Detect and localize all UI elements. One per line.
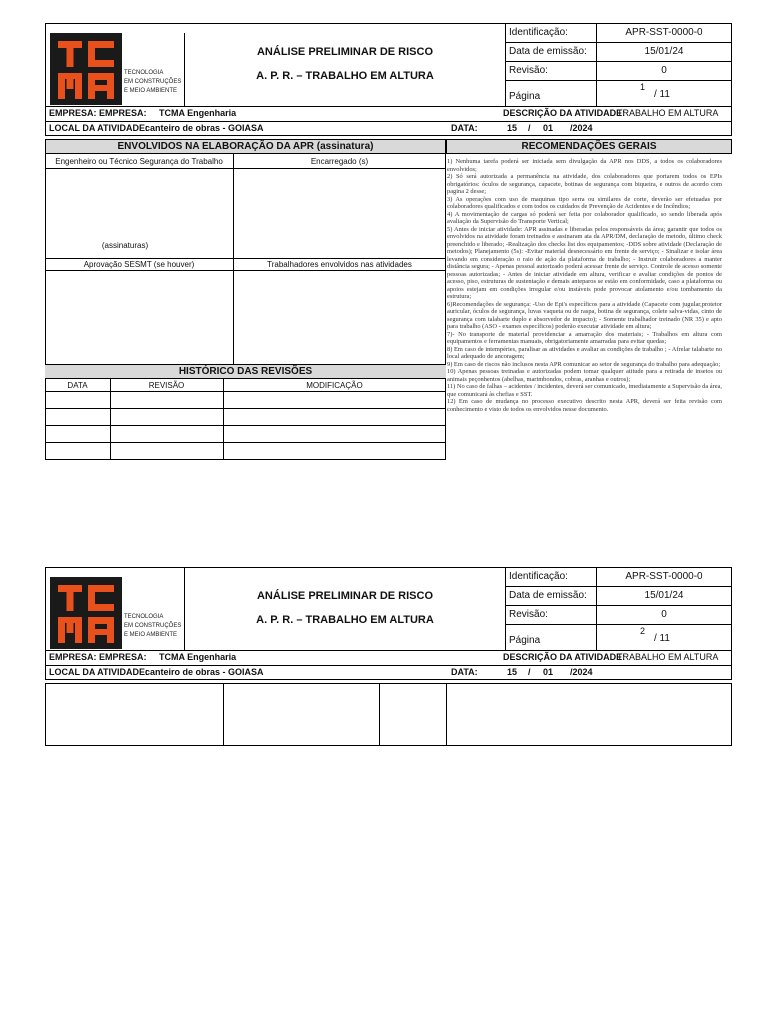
label-pagina: Página: [509, 91, 541, 102]
value-identificacao-2: APR-SST-0000-0: [625, 571, 703, 582]
value-data-emissao: 15/01/24: [644, 46, 684, 57]
value-local-2: canteiro de obras - GOIASA: [145, 667, 264, 677]
logo-tagline-3: E MEIO AMBIENTE: [124, 632, 178, 638]
label-descricao-2: DESCRIÇÃO DA ATIVIDADE:: [503, 652, 626, 662]
label-data: DATA:: [451, 123, 478, 133]
value-pagina-total-2: / 11: [654, 633, 670, 644]
company-logo-2: [48, 577, 184, 649]
value-revisao: 0: [661, 65, 667, 76]
hist-col-data: DATA: [67, 380, 88, 390]
value-data-emissao-2: 15/01/24: [644, 590, 684, 601]
assinaturas-label: (assinaturas): [101, 241, 149, 250]
label-identificacao: Identificação:: [509, 27, 568, 38]
label-empresa-2: EMPRESA: EMPRESA:: [49, 652, 147, 662]
recomendacao-item: 9) Em caso de riscos não inclusos nesta APR comunicar ao setor de segurança do trabalho para adequação;: [447, 360, 721, 368]
recomendacoes-list: [447, 158, 722, 413]
value-local: canteiro de obras - GOIASA: [145, 123, 264, 133]
recomendacao-item: 12) Em caso de mudança no processo executivo descrito nesta APR, deverá ser feita revisão com conhecimento e visto de todos os envolvidos nesse documento.: [447, 398, 722, 413]
historico-header: HISTÓRICO DAS REVISÕES: [45, 364, 446, 378]
value-pagina-num: 1: [640, 82, 646, 92]
envolvidos-header: ENVOLVIDOS NA ELABORAÇÃO DA APR (assinatura): [45, 139, 446, 154]
document-title-2: ANÁLISE PRELIMINAR DE RISCO: [256, 590, 433, 602]
logo-tagline-1: TECNOLOGIA: [124, 70, 164, 76]
col-aprovacao-sesmt: Aprovação SESMT (se houver): [83, 259, 195, 269]
logo-tagline-2: EM CONSTRUÇÕES: [124, 623, 182, 629]
value-descricao-2: TRABALHO EM ALTURA: [617, 652, 719, 662]
recomendacao-item: 6)Recomendações de segurança: -Uso de Epi's específicos para a atividade (Capacete com jugular,protetor auricular, óculos de segurança, luvas vaqueta ou de raspa, botina de segurança, colete salva-vidas, cinto de segurança com talabarte duplo e absorvedor de impacto); - Somente trabalhador treinado (NR 35) e apto para trabalho (ASO - exames específicos) poderão executar atividade em altura;: [447, 300, 722, 330]
value-empresa: TCMA Engenharia: [159, 108, 237, 118]
document-subtitle: A. P. R. – TRABALHO EM ALTURA: [256, 70, 434, 82]
value-data-ano: /2024: [570, 123, 593, 133]
value-revisao-2: 0: [661, 609, 667, 620]
col-encarregado: Encarregado (s): [310, 157, 369, 166]
value-data-dia: 15: [507, 123, 518, 133]
recomendacoes-header: RECOMENDAÇÕES GERAIS: [446, 139, 732, 154]
logo-mark: [50, 33, 122, 105]
value-identificacao: APR-SST-0000-0: [625, 27, 703, 38]
label-data-emissao: Data de emissão:: [509, 46, 587, 57]
value-data-sep-2: /: [528, 667, 531, 677]
hist-col-modificacao: MODIFICAÇÃO: [306, 380, 363, 390]
value-pagina-total: / 11: [654, 89, 670, 100]
value-data-mes: 01: [543, 123, 554, 133]
logo-mark-2: [50, 577, 122, 649]
document-title: ANÁLISE PRELIMINAR DE RISCO: [256, 46, 433, 58]
logo-tcma-mark-2: [50, 577, 122, 649]
recomendacao-item: 3) As operações com uso de maquinas tipo serra ou similares de corte, deverão ser efetuadas por colaboradores qualificados e com todos os cuidados de Prevenção de Acidentes e de Incêndios;: [447, 195, 722, 210]
label-local-2: LOCAL DA ATIVIDADE:: [49, 667, 148, 677]
value-data-sep: /: [528, 123, 531, 133]
label-revisao: Revisão:: [509, 65, 548, 76]
hist-col-revisao: REVISÃO: [148, 380, 185, 390]
label-empresa: EMPRESA: EMPRESA:: [49, 108, 147, 118]
label-descricao: DESCRIÇÃO DA ATIVIDADE:: [503, 108, 626, 118]
label-local: LOCAL DA ATIVIDADE:: [49, 123, 148, 133]
col-trabalhadores: Trabalhadores envolvidos nas atividades: [267, 259, 412, 269]
value-data-mes-2: 01: [543, 667, 554, 677]
company-logo: [48, 33, 184, 105]
label-pagina-2: Página: [509, 635, 541, 646]
value-data-dia-2: 15: [507, 667, 518, 677]
value-empresa-2: TCMA Engenharia: [159, 652, 237, 662]
label-revisao-2: Revisão:: [509, 609, 548, 620]
recomendacao-item: 10) Apenas pessoas treinadas e autorizadas podem tomar qualquer atitude para a retirada de insetos ou animais peçonhentos (abelhas, marimbondos, cobras, aranhas e outros);: [447, 368, 722, 383]
value-pagina-num-2: 2: [640, 626, 646, 636]
value-descricao: TRABALHO EM ALTURA: [617, 108, 719, 118]
logo-tagline-1: TECNOLOGIA: [124, 614, 164, 620]
recomendacao-item: 7)- No transporte de material providenciar a amarração dos materiais; - Trabalhos em altura com equipamentos e ferramentas manuais, obrigatoriamente amarradas para evitar quedas;: [447, 330, 722, 345]
col-engenheiro: Engenheiro ou Técnico Segurança do Trabalho: [55, 157, 223, 166]
recomendacao-item: 8) Em caso de intempéries, paralisar as atividades e avaliar as condições de trabalho ; - Afrelar talabarte no local adequado de ancoragem;: [447, 345, 722, 360]
label-identificacao-2: Identificação:: [509, 571, 568, 582]
logo-tagline-3: E MEIO AMBIENTE: [124, 88, 178, 94]
recomendacao-item: 5) Antes de iniciar atividade: APR assinadas e liberadas pelos responsáveis da área; garantir que todos os envolvidos na atividade foram treinados e assinaram ata da APR/DM, declaração de metodo, último check preenchido e liberado; -Realização dos checks list dos equipamentos; -DDS sobre atividade (Declaração de metodos); Planejamento (5s): -Evitar material desnecessário em frente de serviço; - Sinalizar e isolar área levando em consideração o raio de ação da plataforma de trabalho; - Instruir colaboradores a manter distância segura; - Apenas pessoal autorizado poderá acessar frente de serviço. Controle de acesso somente pessoas autorizadas; - Antes de iniciar atividade em altura, verificar e avaliar condições de pontos de acesso, piso, estruturas de sustentação e demais anteparos se estão em conformidade, caso a plataforma ou apoios estejam em condições irregular e/ou instáveis pode provocar atolamento e/ou tombamento da estrutura;: [447, 225, 722, 300]
value-data-ano-2: /2024: [570, 667, 593, 677]
recomendacao-item: 11) No caso de falhas – acidentes / incidentes, deverá ser comunicado, imediatamente a Supervisão da área, que comunicará às chefias e SST.: [447, 383, 722, 398]
page2-table: [45, 683, 732, 746]
document-subtitle-2: A. P. R. – TRABALHO EM ALTURA: [256, 614, 434, 626]
label-data-emissao-2: Data de emissão:: [509, 590, 587, 601]
recomendacao-item: 1) Nenhuma tarefa poderá ser iniciada sem divulgação da APR nos DDS, a todos os colaboradores envolvidos;: [447, 158, 722, 173]
logo-tagline-2: EM CONSTRUÇÕES: [124, 79, 182, 85]
recomendacao-item: 2) Só será autorizada a permanência na atividade, dos colaboradores que portarem todos os EPIs obrigatórios: óculos de segurança, capacete, botinas de segurança com biqueira, e outros de acordo com pagina 2 desse;: [447, 173, 722, 195]
logo-tcma-mark: [50, 33, 122, 105]
recomendacao-item: 4) A movimentação de cargas só poderá ser feita por colaborador qualificado, so sendo liberada após avaliação da Supervisão do Transporte Vertical;: [447, 210, 722, 225]
label-data-2: DATA:: [451, 667, 478, 677]
